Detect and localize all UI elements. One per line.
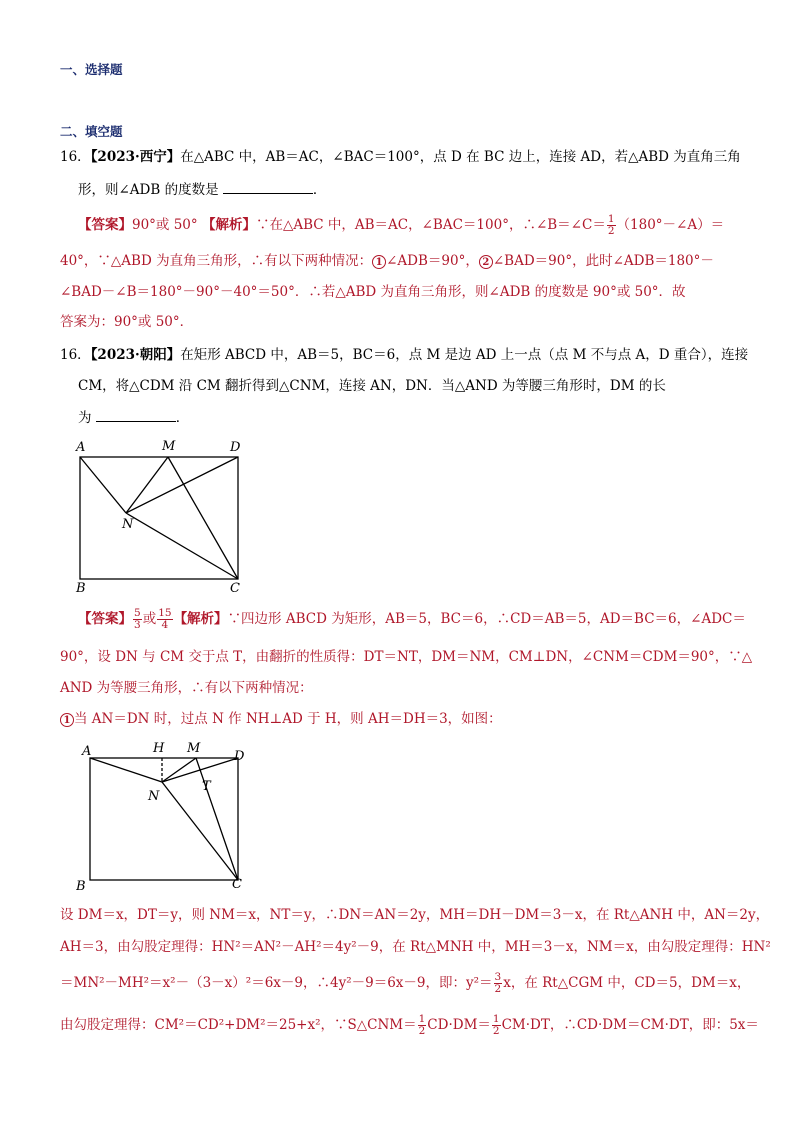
q2-source: 【2023·朝阳】: [90, 347, 181, 363]
q1-text-1: 在△ABC 中，AB＝AC，∠BAC＝100°，点 D 在 BC 边上，连接 AD，若△ABD 为直角三角: [180, 149, 741, 165]
q1-text-2: 形，则∠ADB 的度数是: [78, 182, 219, 198]
q2-solution-line2: AH＝3，由勾股定理得：HN²＝AN²－AH²＝4y²－9，在 Rt△MNH 中，MH＝3－x，NM＝x，由勾股定理得：HN²: [60, 939, 771, 955]
q2-solution-4a: 由勾股定理得：CM²＝CD²+DM²＝25+x²，∵S△CNM＝: [60, 1017, 417, 1033]
q1-line1: [60, 148, 741, 166]
fig2-label-M: M: [187, 741, 201, 756]
q2-answer-line1: [78, 606, 746, 632]
q1-analysis-1: ∵在△ABC 中，AB＝AC，∠BAC＝100°，∴∠B＝∠C＝: [255, 217, 606, 233]
q1-answer-line4: 答案为：90°或 50°．: [60, 314, 194, 330]
q2-line3: [78, 408, 189, 427]
q2-answer-line2: 90°，设 DN 与 CM 交于点 T，由翻折的性质得：DT＝NT，DM＝NM，CM⊥DN，∠CNM＝CDM＝90°，∵△: [60, 649, 753, 665]
q2-answer-frac2: $\frac{15}{4}$: [158, 607, 172, 631]
q1-analysis-2: 40°，∵△ABD 为直角三角形，∴有以下两种情况：: [60, 253, 373, 269]
q1-answer-value: 90°或 50°: [132, 217, 198, 233]
q2-solution-frac: $\frac{3}{2}$: [494, 971, 502, 995]
q2-line2: CM，将△CDM 沿 CM 翻折得到△CNM，连接 AN，DN．当△AND 为等腰三角形时，DM 的长: [78, 378, 666, 394]
fig1-label-B: B: [76, 581, 86, 595]
q1-fraction: $\frac{1}{2}$: [607, 213, 615, 237]
fig2-label-D: D: [234, 749, 245, 764]
circled-1-icon: 1: [372, 255, 386, 269]
q2-analysis-label: 【解析】: [173, 611, 228, 627]
q2-answer-label: 【答案】: [78, 611, 132, 627]
q2-analysis-1: ∵四边形 ABCD 为矩形，AB＝5，BC＝6，∴CD＝AB＝5，AD＝BC＝6，∠ADC＝: [227, 611, 746, 627]
section-title-choice: 一、选择题: [60, 62, 123, 77]
q2-case1-line: [60, 710, 502, 728]
q1-number: 16．: [60, 149, 91, 165]
fig1-label-C: C: [230, 581, 240, 595]
fig1-label-N: N: [122, 517, 134, 532]
fig2-label-H: H: [153, 741, 165, 756]
figure-case1: [76, 738, 256, 893]
q2-case1-text: 当 AN＝DN 时，过点 N 作 NH⊥AD 于 H，则 AH＝DH＝3，如图：: [74, 711, 502, 727]
q2-text-3-end: ．: [175, 410, 190, 426]
figure-rectangle-fold: [70, 435, 255, 595]
q2-text-1: 在矩形 ABCD 中，AB＝5，BC＝6，点 M 是边 AD 上一点（点 M 不与点 A，D 重合），连接: [180, 347, 749, 363]
q2-line1: [60, 346, 748, 364]
q2-solution-frac-a: $\frac{1}{2}$: [418, 1013, 426, 1037]
fig2-label-C: C: [232, 877, 242, 892]
q1-answer-line1: [78, 214, 724, 237]
q1-line2: [78, 180, 326, 199]
q2-solution-3a: ＝MN²－MH²＝x²－（3－x）²＝6x－9，∴4y²－9＝6x－9，即：y²＝: [60, 975, 493, 991]
q2-number: 16．: [60, 347, 91, 363]
fig2-label-A: A: [82, 744, 92, 759]
q1-analysis-2c: ∠BAD＝90°，此时∠ADB＝180°－: [492, 253, 714, 269]
circled-1-icon: 1: [60, 713, 74, 727]
q2-solution-4b: CD·DM＝: [427, 1017, 491, 1033]
circled-2-icon: 2: [479, 255, 493, 269]
q2-answer-frac1: $\frac{5}{3}$: [134, 607, 141, 631]
fig2-label-T: T: [202, 779, 211, 794]
fig1-label-A: A: [76, 440, 86, 455]
q1-answer-line2: [60, 252, 714, 270]
q2-text-3: 为: [78, 410, 92, 426]
q1-analysis-2b: ∠ADB＝90°，: [386, 253, 479, 269]
q2-solution-3b: x，在 Rt△CGM 中，CD＝5，DM＝x，: [503, 975, 751, 991]
q2-answer-or: 或: [142, 611, 157, 627]
q1-analysis-1b: （180°－∠A）＝: [616, 217, 725, 233]
q1-analysis-label: 【解析】: [201, 217, 256, 233]
q2-answer-blank: [96, 408, 176, 422]
q2-solution-line1: 设 DM＝x，DT＝y，则 NM＝x，NT＝y，∴DN＝AN＝2y，MH＝DH－DM＝3－x，在 Rt△ANH 中，AN＝2y，: [60, 907, 770, 923]
q2-solution-line4: [60, 1012, 759, 1038]
q1-answer-blank: [223, 180, 313, 194]
q2-solution-4c: CM·DT，∴CD·DM＝CM·DT，即：5x＝: [501, 1017, 759, 1033]
q2-answer-line3: AND 为等腰三角形，∴有以下两种情况：: [60, 680, 313, 696]
fig2-label-N: N: [148, 789, 160, 804]
fig2-label-B: B: [76, 879, 86, 893]
fig1-label-M: M: [162, 439, 176, 454]
q1-answer-line3: ∠BAD－∠B＝180°－90°－40°＝50°．∴若△ABD 为直角三角形，则∠ADB 的度数是 90°或 50°．故: [60, 284, 686, 300]
q1-source: 【2023·西宁】: [90, 149, 181, 165]
q1-answer-label: 【答案】: [78, 217, 132, 233]
section-title-fill: 二、填空题: [60, 124, 123, 139]
q2-solution-line3: [60, 970, 750, 996]
q2-solution-frac-b: $\frac{1}{2}$: [492, 1013, 500, 1037]
fig1-label-D: D: [230, 440, 241, 455]
q1-text-2-end: ．: [312, 182, 327, 198]
